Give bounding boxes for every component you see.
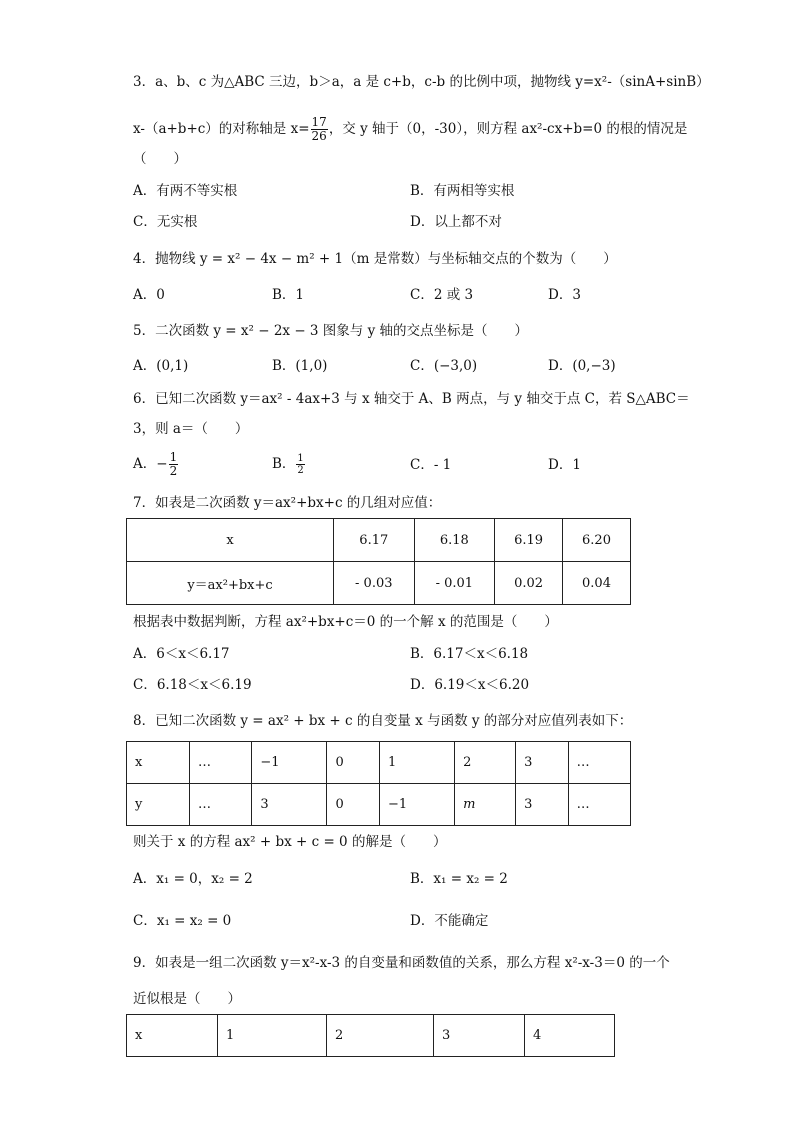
q7-option-d[interactable]: D．6.19＜x＜6.20 — [410, 677, 530, 693]
q3-line2 — [133, 116, 687, 143]
q8-cell: 3 — [252, 784, 327, 826]
q6-line2: 3，则 a＝（ ） — [133, 421, 249, 437]
q8-option-b[interactable]: B．x₁ = x₂ = 2 — [410, 871, 508, 887]
q7-option-b[interactable]: B．6.17＜x＜6.18 — [410, 646, 529, 662]
q3-option-d[interactable]: D．以上都不对 — [410, 214, 502, 230]
q4-option-a[interactable]: A．0 — [133, 287, 165, 303]
q7-option-a[interactable]: A．6＜x＜6.17 — [133, 646, 230, 662]
q7-cell: 0.04 — [563, 562, 631, 605]
q9-cell-header-x: x — [127, 1015, 218, 1057]
q6-option-b-num: 1 — [297, 453, 304, 464]
q8-cell: 3 — [516, 784, 569, 826]
q9-line1: 9．如表是一组二次函数 y＝x²-x-3 的自变量和函数值的关系，那么方程 x²-x-3＝0 的一个 — [133, 955, 670, 971]
q3-option-c[interactable]: C．无实根 — [133, 214, 198, 230]
q8-cell: … — [568, 742, 630, 784]
q6-option-c[interactable]: C．- 1 — [410, 457, 452, 473]
q6-option-b-fraction — [296, 453, 304, 476]
q7-cell: 6.18 — [414, 519, 495, 562]
q4-option-d[interactable]: D．3 — [548, 287, 581, 303]
q7-stem: 7．如表是二次函数 y＝ax²+bx+c 的几组对应值： — [133, 495, 442, 511]
q8-cell: 0 — [327, 784, 380, 826]
q8-cell: 3 — [516, 742, 569, 784]
q7-option-c[interactable]: C．6.18＜x＜6.19 — [133, 677, 252, 693]
q8-cell-header-y: y — [127, 784, 190, 826]
q7-cell: 6.19 — [495, 519, 563, 562]
q5-option-a[interactable]: A．(0,1) — [133, 358, 189, 374]
q7-table-row-y — [127, 562, 631, 605]
q7-cell: 6.20 — [563, 519, 631, 562]
q8-cell: … — [190, 742, 252, 784]
q5-option-d[interactable]: D．(0,−3) — [548, 358, 616, 374]
q4-stem: 4．抛物线 y = x² − 4x − m² + 1（m 是常数）与坐标轴交点的个数为（ ） — [133, 251, 617, 267]
q9-table-row-x — [127, 1015, 615, 1057]
q3-option-a[interactable]: A．有两不等实根 — [133, 183, 238, 199]
q6-option-a-prefix: A．− — [133, 456, 168, 472]
q6-option-a-num: 1 — [169, 450, 178, 464]
q8-cell: … — [568, 784, 630, 826]
q9-table — [126, 1014, 615, 1057]
q9-line2: 近似根是（ ） — [133, 991, 241, 1007]
q8-cell: m — [455, 784, 516, 826]
q3-line2-a: x-（a+b+c）的对称轴是 x= — [133, 121, 310, 137]
q8-cell: … — [190, 784, 252, 826]
q9-cell: 4 — [525, 1015, 615, 1057]
q8-table-row-x — [127, 742, 631, 784]
q8-cell: 2 — [455, 742, 516, 784]
q5-option-b[interactable]: B．(1,0) — [272, 358, 328, 374]
q8-after: 则关于 x 的方程 ax² + bx + c = 0 的解是（ ） — [133, 834, 447, 850]
q9-cell: 1 — [218, 1015, 327, 1057]
q4-option-b[interactable]: B．1 — [272, 287, 305, 303]
q8-cell: 0 — [327, 742, 380, 784]
q6-option-b[interactable] — [272, 451, 306, 477]
q3-axis-fraction — [311, 116, 328, 143]
q7-cell: 6.17 — [334, 519, 415, 562]
q3-line3: （ ） — [133, 151, 187, 167]
q7-after: 根据表中数据判断，方程 ax²+bx+c＝0 的一个解 x 的范围是（ ） — [133, 614, 558, 630]
q6-line1: 6．已知二次函数 y＝ax² - 4ax+3 与 x 轴交于 A、B 两点，与 y 轴交于点 C，若 S△ABC＝ — [133, 391, 690, 407]
q9-cell: 3 — [434, 1015, 525, 1057]
q5-stem: 5．二次函数 y = x² − 2x − 3 图象与 y 轴的交点坐标是（ ） — [133, 323, 529, 339]
q7-cell: - 0.03 — [334, 562, 415, 605]
q3-option-b[interactable]: B．有两相等实根 — [410, 183, 515, 199]
q6-option-a-den: 2 — [169, 464, 178, 478]
q7-cell: 0.02 — [495, 562, 563, 605]
q8-table-row-y — [127, 784, 631, 826]
q8-cell: −1 — [380, 784, 455, 826]
q7-table-row-x — [127, 519, 631, 562]
q9-cell: 2 — [327, 1015, 434, 1057]
q6-option-b-prefix: B． — [272, 456, 296, 472]
q3-frac-num: 17 — [311, 115, 327, 129]
q7-table — [126, 518, 631, 605]
q8-cell: 1 — [380, 742, 455, 784]
q3-frac-den: 26 — [311, 129, 327, 143]
q6-option-b-den: 2 — [297, 465, 304, 476]
q3-line1: 3．a、b、c 为△ABC 三边，b＞a，a 是 c+b，c-b 的比例中项，抛物线 y=x²-（sinA+sinB） — [133, 74, 710, 90]
q7-cell: - 0.01 — [414, 562, 495, 605]
q8-cell: −1 — [252, 742, 327, 784]
q3-line2-b: ，交 y 轴于（0，-30），则方程 ax²-cx+b=0 的根的情况是 — [328, 121, 688, 137]
q8-option-d[interactable]: D．不能确定 — [410, 913, 489, 929]
q4-option-c[interactable]: C．2 或 3 — [410, 287, 474, 303]
q7-cell-header-x: x — [127, 519, 334, 562]
q8-option-c[interactable]: C．x₁ = x₂ = 0 — [133, 913, 232, 929]
q6-option-d[interactable]: D．1 — [548, 457, 581, 473]
q8-cell-header-x: x — [127, 742, 190, 784]
q6-option-a[interactable] — [133, 451, 179, 478]
q8-stem: 8．已知二次函数 y = ax² + bx + c 的自变量 x 与函数 y 的部分对应值列表如下： — [133, 713, 633, 729]
q8-table — [126, 741, 631, 826]
q5-option-c[interactable]: C．(−3,0) — [410, 358, 478, 374]
q6-option-a-fraction — [169, 451, 179, 478]
q8-option-a[interactable]: A．x₁ = 0，x₂ = 2 — [133, 871, 253, 887]
q7-cell-header-y: y＝ax²+bx+c — [127, 562, 334, 605]
